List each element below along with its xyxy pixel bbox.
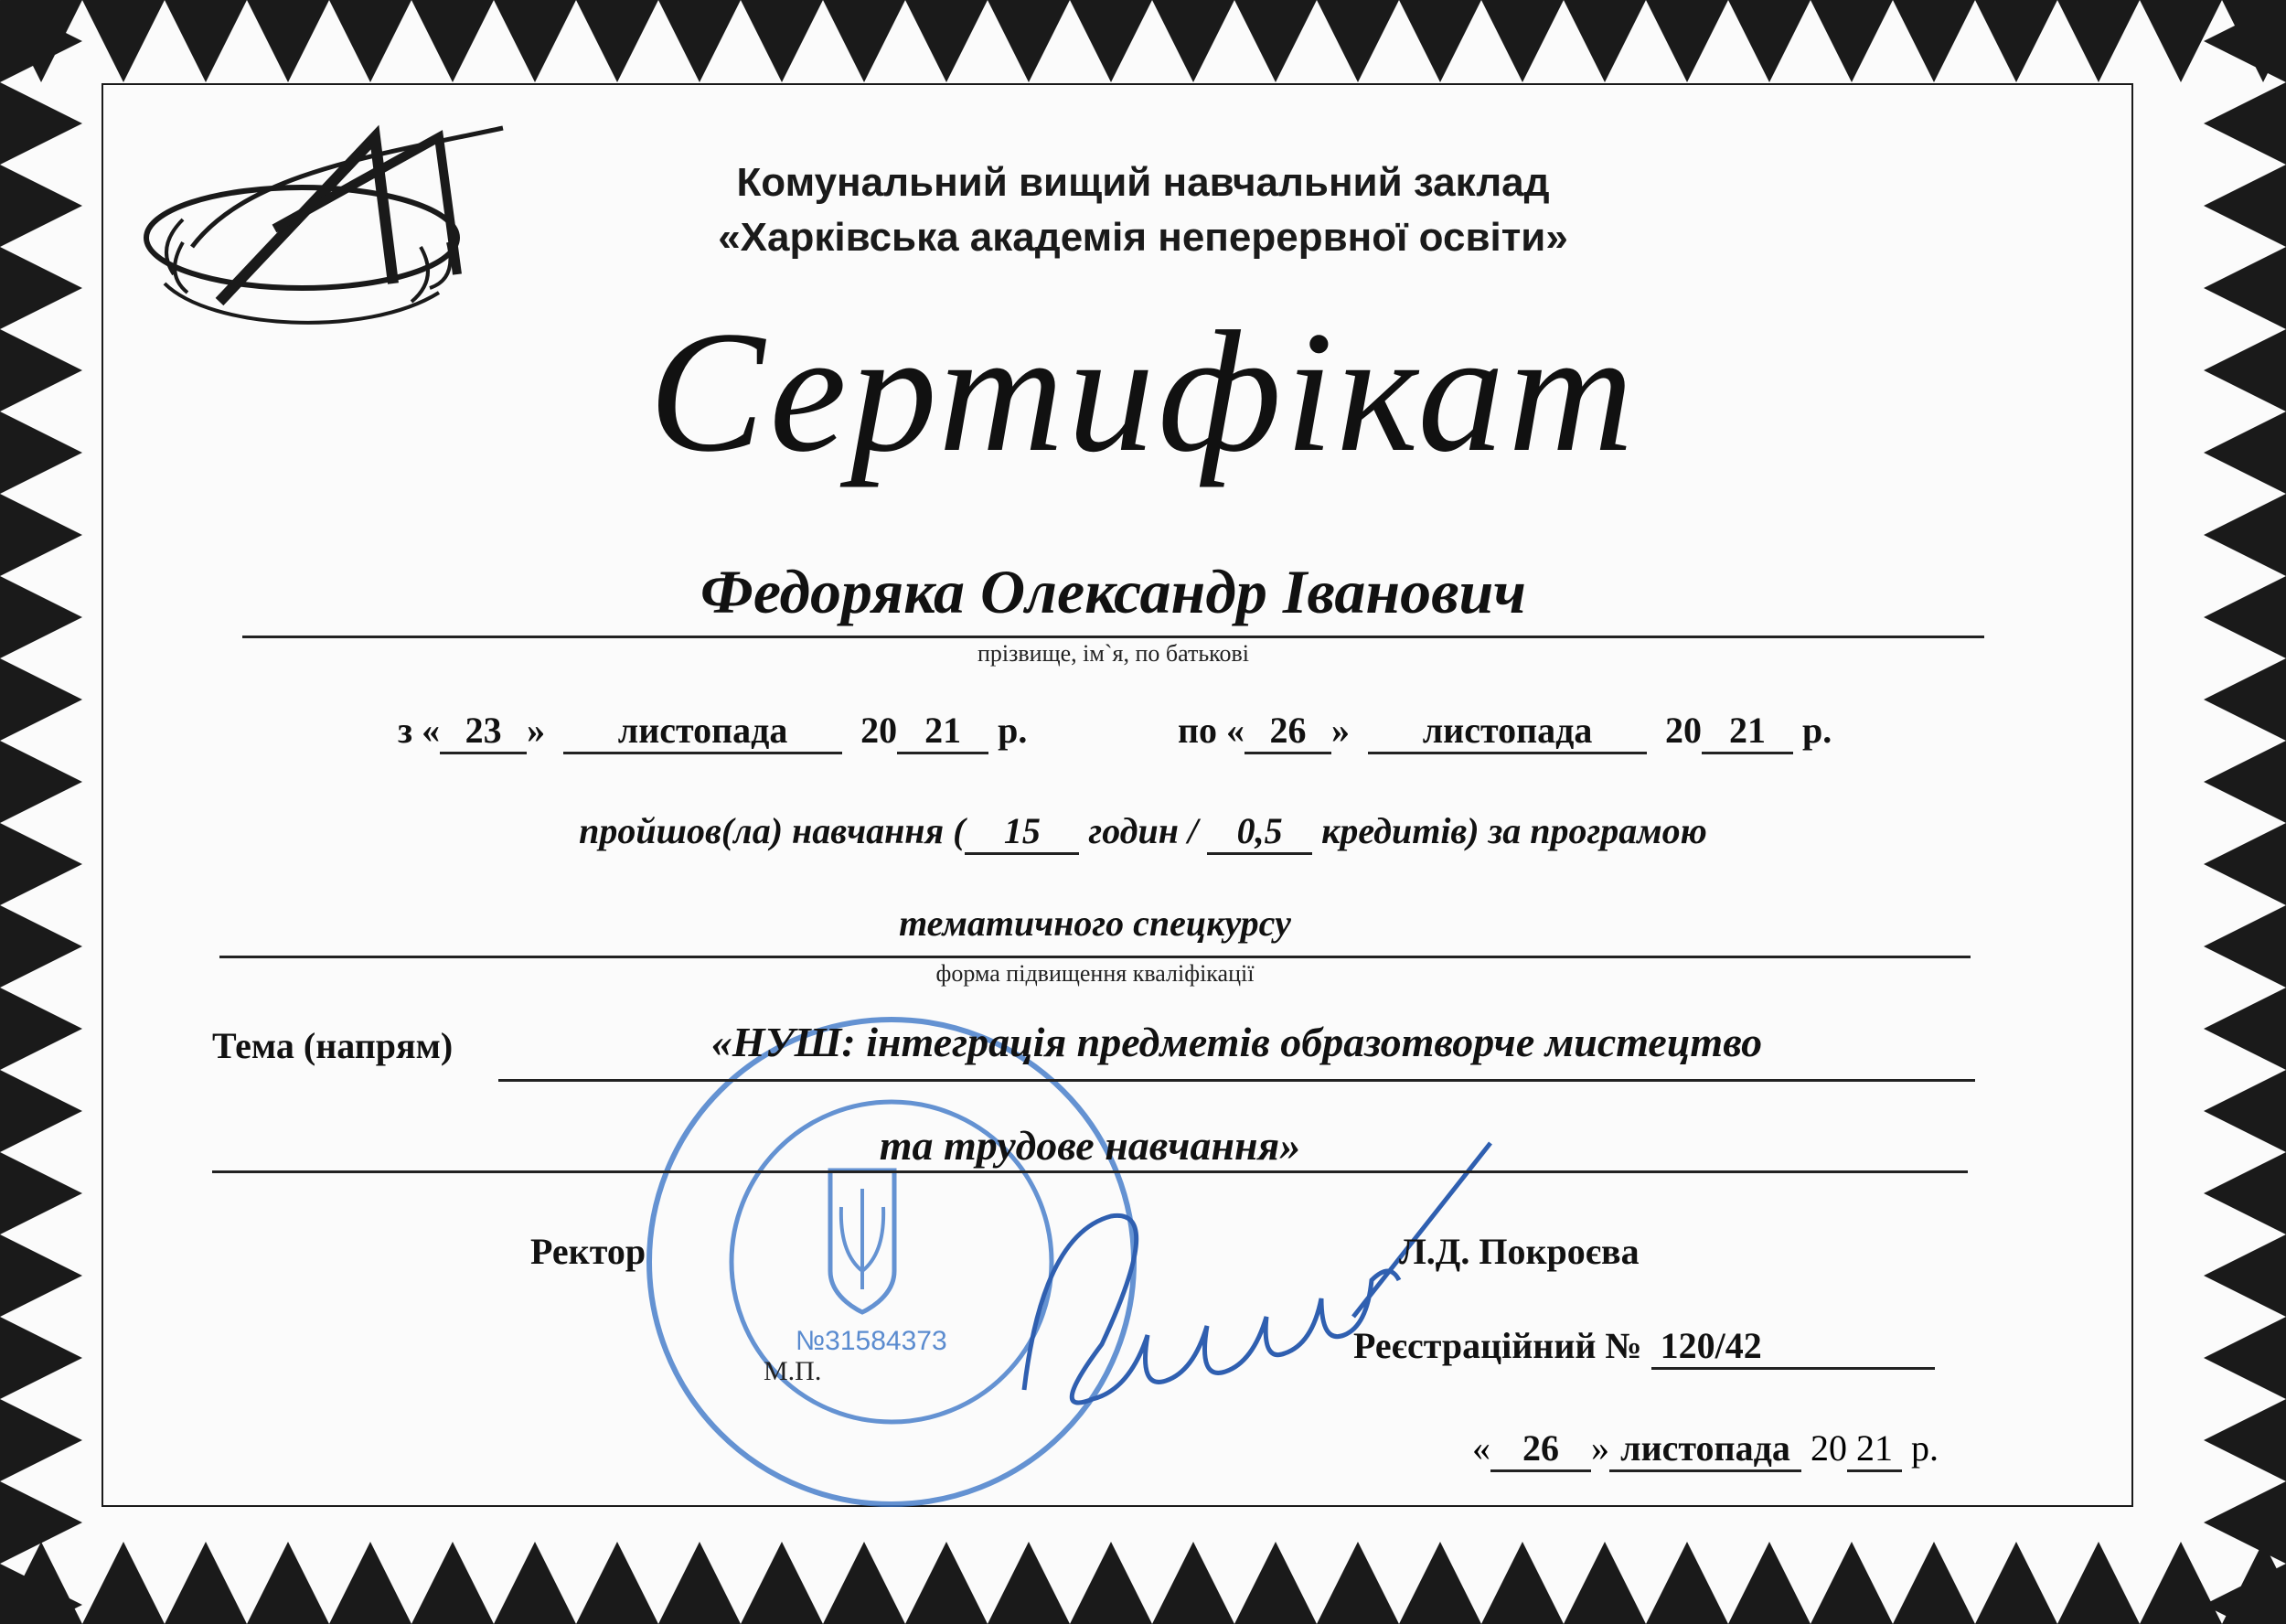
seal-place-label: М.П.: [764, 1356, 822, 1386]
border-triangle: [2204, 658, 2286, 741]
border-triangle: [1893, 1542, 1975, 1624]
border-triangle: [658, 1542, 741, 1624]
border-triangle: [82, 1542, 165, 1624]
form-value: тематичного спецкурсу: [899, 903, 1291, 944]
border-triangle: [1317, 0, 1399, 82]
from-month: листопада: [563, 709, 842, 754]
stamp-code: №31584373: [796, 1326, 947, 1356]
training-credits: 0,5: [1207, 809, 1312, 855]
border-triangle: [2140, 1542, 2222, 1624]
from-year-unit: р.: [998, 710, 1028, 751]
topic-line1: «НУШ: інтеграція предметів образотворче мистецтво: [710, 1019, 1763, 1065]
border-triangle: [741, 0, 823, 82]
border-triangle: [1234, 0, 1317, 82]
border-triangle: [165, 1542, 247, 1624]
border-triangle: [2204, 1317, 2286, 1399]
border-triangle: [1234, 1542, 1317, 1624]
border-triangle: [329, 1542, 411, 1624]
border-triangle: [2204, 988, 2286, 1070]
border-triangle: [741, 1542, 823, 1624]
border-triangle: [2204, 1234, 2286, 1317]
border-triangle: [2057, 1542, 2140, 1624]
registration-label: Реєстраційний №: [1353, 1325, 1642, 1366]
border-triangle: [0, 1070, 82, 1152]
border-triangle: [494, 1542, 576, 1624]
border-triangle: [329, 0, 411, 82]
training-text3: кредитів) за програмою: [1321, 810, 1707, 851]
border-triangle: [2204, 1399, 2286, 1481]
border-triangle: [905, 0, 988, 82]
border-triangle: [1564, 1542, 1646, 1624]
border-triangle: [165, 0, 247, 82]
border-triangle: [988, 1542, 1070, 1624]
border-triangle: [1975, 1542, 2057, 1624]
issue-year-suffix: 21: [1847, 1426, 1902, 1472]
border-triangle: [1975, 0, 2057, 82]
border-triangle: [1070, 1542, 1152, 1624]
training-hours: 15: [965, 809, 1079, 855]
issue-date-row: [1472, 1426, 1939, 1472]
period-to-row: [1178, 709, 1832, 754]
border-triangle: [1646, 0, 1728, 82]
border-triangle: [1399, 1542, 1481, 1624]
border-triangle: [2204, 1481, 2286, 1564]
issue-open: «: [1472, 1427, 1490, 1469]
border-triangle: [0, 1399, 82, 1481]
border-triangle: [247, 1542, 329, 1624]
border-triangle: [576, 1542, 658, 1624]
border-triangle: [494, 0, 576, 82]
from-year-prefix: 20: [860, 710, 898, 751]
from-prefix: з «: [398, 710, 441, 751]
to-year-unit: р.: [1802, 710, 1832, 751]
border-triangle: [905, 1542, 988, 1624]
institution-name-line2: «Харківська академія неперервної освіти»: [718, 215, 1568, 260]
border-triangle: [411, 0, 494, 82]
border-triangle: [1811, 0, 1893, 82]
border-triangle: [0, 1317, 82, 1399]
to-day: 26: [1244, 709, 1331, 754]
institution-name-line1: Комунальний вищий навчальний заклад: [736, 160, 1550, 205]
border-triangle: [0, 82, 82, 165]
topic-label: Тема (напрям): [212, 1025, 454, 1066]
to-prefix: по «: [1178, 710, 1245, 751]
border-triangle: [0, 658, 82, 741]
rector-name: Л.Д. Покроєва: [1399, 1231, 1640, 1272]
border-triangle: [1399, 0, 1481, 82]
border-triangle: [1481, 1542, 1564, 1624]
border-triangle: [1728, 0, 1811, 82]
border-triangle: [2204, 576, 2286, 658]
issue-day: 26: [1490, 1426, 1591, 1472]
registration-row: [1353, 1324, 1935, 1370]
border-triangle: [82, 0, 165, 82]
border-triangle: [1152, 0, 1234, 82]
border-triangle: [1070, 0, 1152, 82]
border-triangle: [1152, 1542, 1234, 1624]
border-triangle: [2204, 905, 2286, 988]
to-close: »: [1331, 710, 1351, 751]
border-triangle: [247, 0, 329, 82]
registration-number: 120/42: [1651, 1324, 1935, 1370]
issue-month: листопада: [1609, 1426, 1801, 1472]
border-triangle: [0, 576, 82, 658]
form-caption: форма підвищення кваліфікації: [935, 960, 1255, 987]
border-triangle: [0, 988, 82, 1070]
border-triangle: [1728, 1542, 1811, 1624]
issue-close: »: [1591, 1427, 1609, 1469]
border-triangle: [411, 1542, 494, 1624]
certificate-title: Сертифікат: [648, 296, 1638, 488]
issue-unit: р.: [1911, 1427, 1939, 1469]
training-row: [0, 809, 2286, 855]
border-triangle: [2057, 0, 2140, 82]
to-year-prefix: 20: [1665, 710, 1703, 751]
border-triangle: [823, 0, 905, 82]
border-triangle: [1811, 1542, 1893, 1624]
border-triangle: [1481, 0, 1564, 82]
border-triangle: [1564, 0, 1646, 82]
training-text1: пройшов(ла) навчання (: [579, 810, 966, 851]
to-year-suffix: 21: [1702, 709, 1793, 754]
border-triangle: [988, 0, 1070, 82]
period-row: [398, 709, 1027, 754]
to-month: листопада: [1368, 709, 1647, 754]
from-year-suffix: 21: [897, 709, 988, 754]
border-triangle: [1646, 1542, 1728, 1624]
from-close: »: [527, 710, 546, 751]
border-triangle: [0, 905, 82, 988]
from-day: 23: [440, 709, 527, 754]
rector-label: Ректор: [530, 1231, 646, 1272]
border-triangle: [2204, 494, 2286, 576]
recipient-name: Федоряка Олександр Іванович: [700, 557, 1526, 626]
border-triangle: [658, 0, 741, 82]
recipient-caption: прізвище, ім`я, по батькові: [977, 640, 1249, 667]
border-triangle: [0, 494, 82, 576]
border-triangle: [0, 1234, 82, 1317]
topic-line2: та трудове навчання»: [879, 1122, 1301, 1169]
border-triangle: [1893, 0, 1975, 82]
border-triangle: [2204, 1152, 2286, 1234]
border-triangle: [576, 0, 658, 82]
border-triangle: [2204, 82, 2286, 165]
border-triangle: [2204, 1070, 2286, 1152]
border-triangle: [823, 1542, 905, 1624]
issue-year-prefix: 20: [1811, 1427, 1847, 1469]
border-triangle: [0, 1152, 82, 1234]
training-text2: годин /: [1088, 810, 1199, 851]
border-triangle: [1317, 1542, 1399, 1624]
